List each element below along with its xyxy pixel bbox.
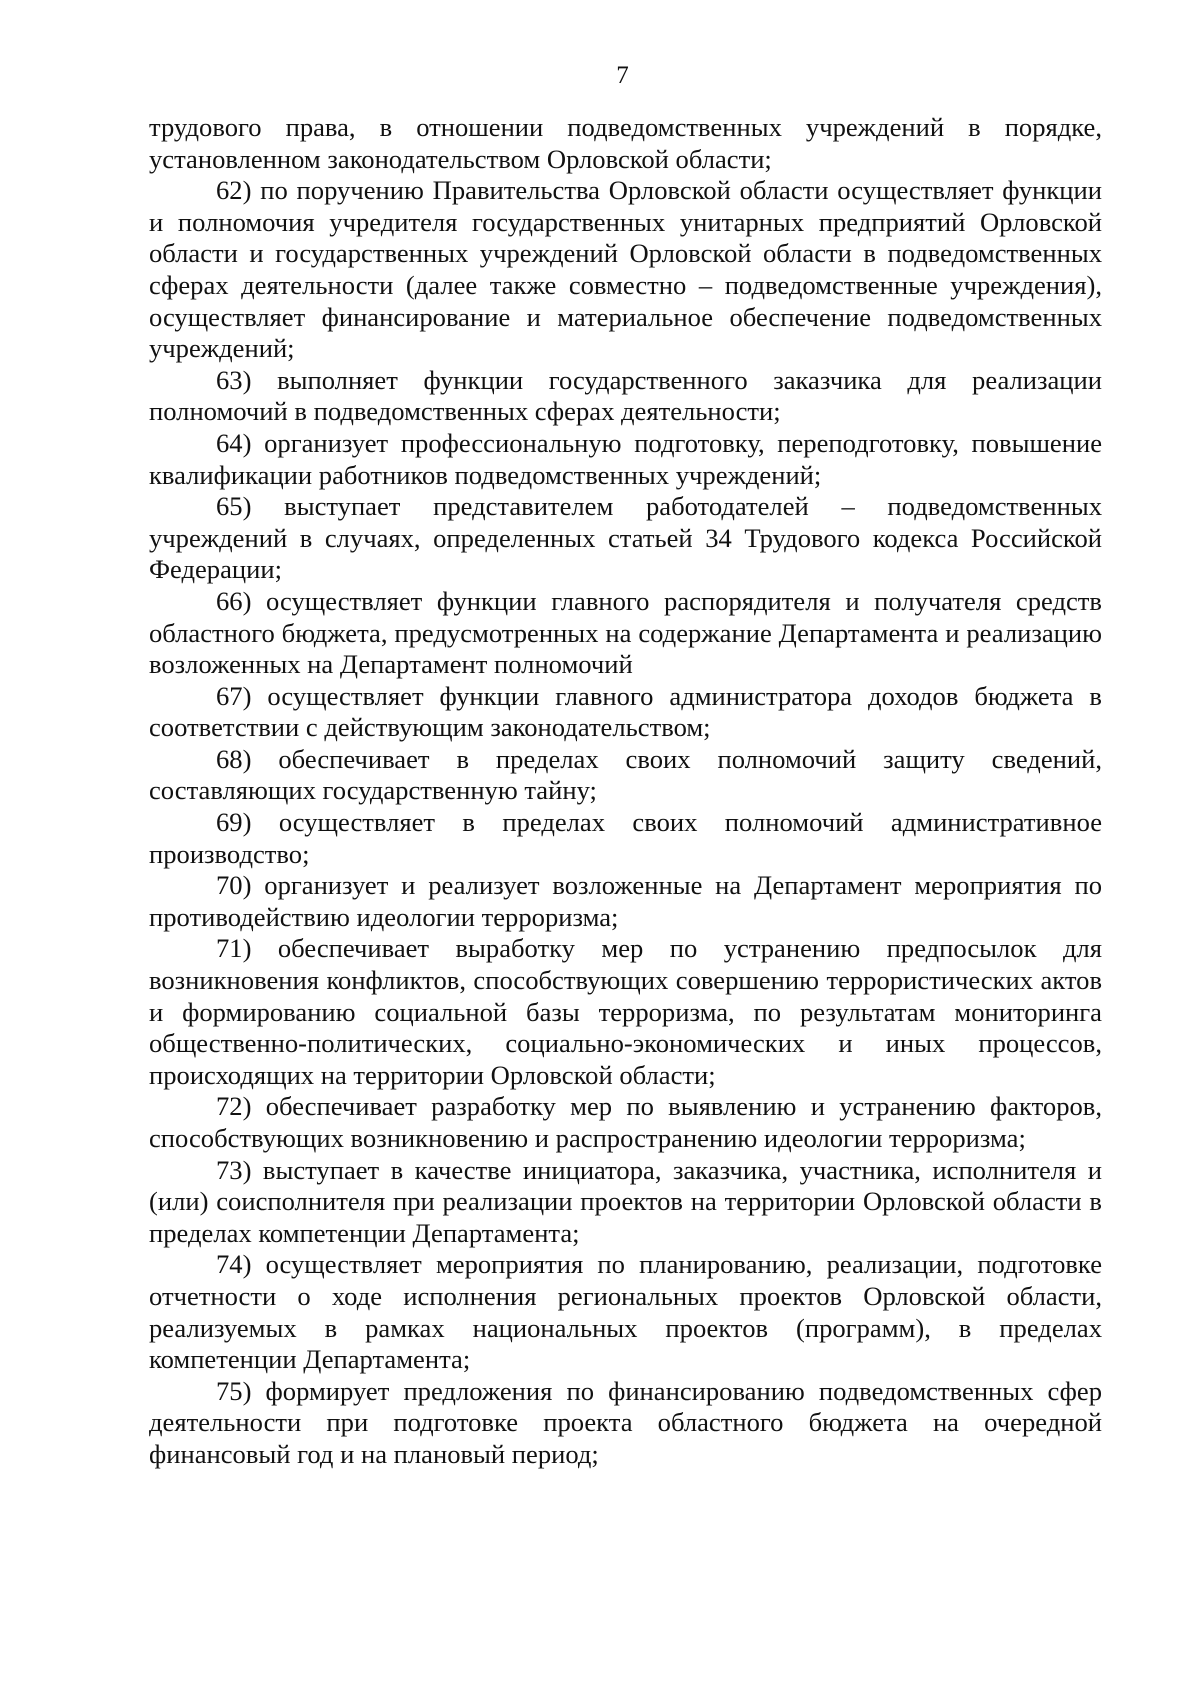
paragraph-item-69: 69) осуществляет в пределах своих полномочий административное производство; [149,807,1102,869]
paragraph-item-68: 68) обеспечивает в пределах своих полномочий защиту сведений, составляющих государственную тайну; [149,743,1102,806]
paragraph-item-63: 63) выполняет функции государственного заказчика для реализации полномочий в подведомственных сферах деятельности; [149,364,1102,427]
paragraph-item-74: 74) осуществляет мероприятия по планированию, реализации, подготовке отчетности о ходе исполнения региональных проектов Орловской области, реализуемых в рамках национальных проектов (программ), в пределах компетенции Департамента; [149,1249,1102,1375]
paragraph-item-67: 67) осуществляет функции главного администратора доходов бюджета в соответствии с действующим законодательством; [149,680,1102,743]
page-number: 7 [616,62,629,89]
paragraph-item-73: 73) выступает в качестве инициатора, заказчика, участника, исполнителя и (или) соисполнителя при реализации проектов на территории Орловской области в пределах компетенции Департамента; [149,1154,1102,1248]
paragraph-item-72: 72) обеспечивает разработку мер по выявлению и устранению факторов, способствующих возникновению и распространению идеологии терроризма; [149,1091,1102,1153]
paragraph-item-71: 71) обеспечивает выработку мер по устранению предпосылок для возникновения конфликтов, способствующих совершению террористических актов и формированию социальной базы терроризма, по результатам мониторинга общественно-политических, социально-экономических и иных процессов, происходящих на территории Орловской области; [149,933,1102,1090]
paragraph-item-70: 70) организует и реализует возложенные на Департамент мероприятия по противодействию идеологии терроризма; [149,870,1102,932]
paragraph-item-75: 75) формирует предложения по финансированию подведомственных сфер деятельности при подготовке проекта областного бюджета на очередной финансовый год и на плановый период; [149,1375,1102,1469]
paragraph-item-65: 65) выступает представителем работодателей – подведомственных учреждений в случаях, определенных статьей 34 Трудового кодекса Российской Федерации; [149,491,1102,585]
paragraph-item-62: 62) по поручению Правительства Орловской области осуществляет функции и полномочия учредителя государственных унитарных предприятий Орловской области и государственных учреждений Орловской области в подведомственных сферах деятельности (далее также совместно – подведомственные учреждения), осуществляет финансирование и материальное обеспечение подведомственных учреждений; [149,175,1102,364]
paragraph-continuation: трудового права, в отношении подведомственных учреждений в порядке, установленном законодательством Орловской области; [149,112,1102,174]
paragraph-item-66: 66) осуществляет функции главного распорядителя и получателя средств областного бюджета, предусмотренных на содержание Департамента и реализацию возложенных на Департамент полномочий [149,585,1102,680]
paragraph-item-64: 64) организует профессиональную подготовку, переподготовку, повышение квалификации работников подведомственных учреждений; [149,427,1102,490]
document-body [149,112,1102,1471]
